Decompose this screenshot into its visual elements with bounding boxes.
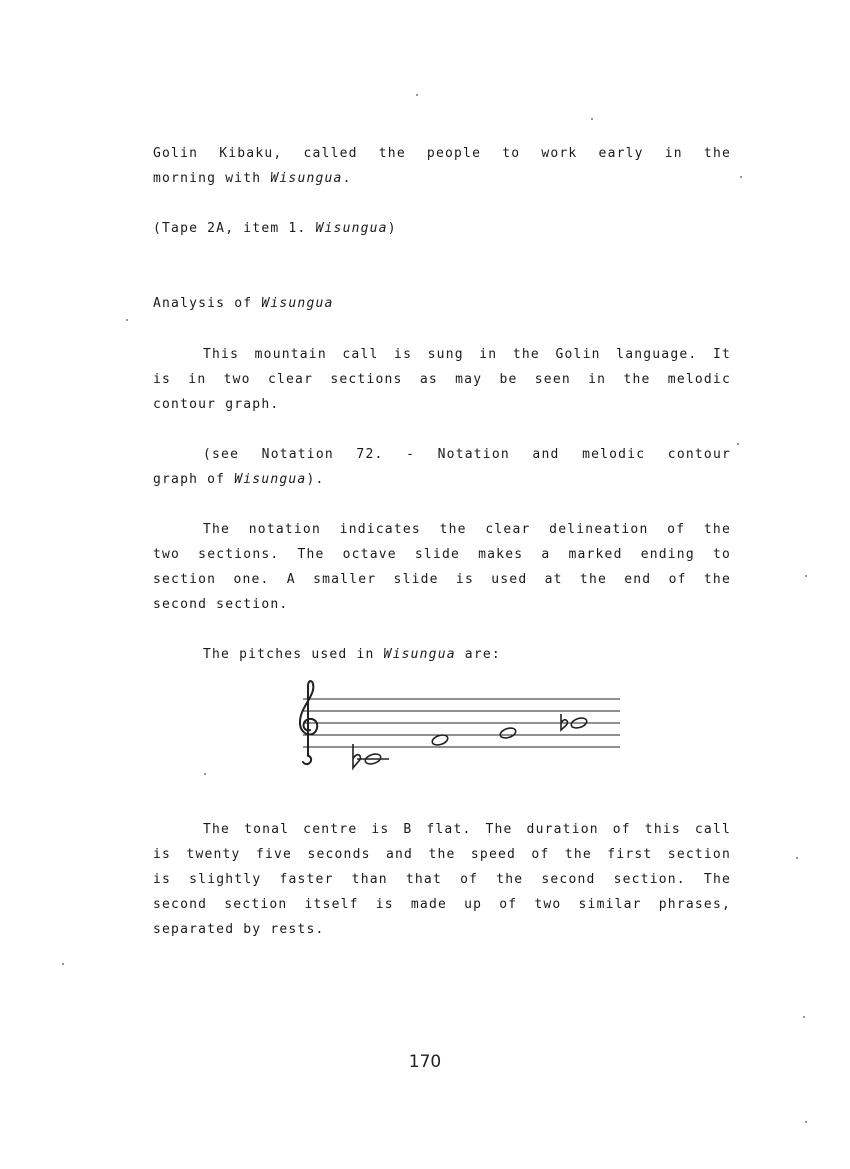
- scan-speck: [737, 443, 739, 445]
- paragraph-6-line-2: is twenty five seconds and the speed of the first section: [153, 847, 731, 862]
- scan-speck: [805, 575, 807, 577]
- text-span: graph of: [153, 472, 235, 487]
- text-span: The pitches used in: [203, 647, 384, 662]
- paragraph-2-line-2: is in two clear sections as may be seen in the melodic: [153, 372, 731, 387]
- scan-speck: [805, 1121, 807, 1123]
- scan-speck: [591, 118, 593, 120]
- text-span: Analysis of: [153, 296, 262, 311]
- scan-speck: [62, 963, 64, 965]
- text-span: morning with: [153, 171, 271, 186]
- tape-reference: [153, 221, 731, 236]
- text-span: .: [342, 171, 352, 186]
- whole-note: [357, 752, 389, 766]
- paragraph-2-line-3: contour graph.: [153, 397, 280, 412]
- scan-speck: [796, 857, 798, 859]
- scan-speck: [803, 1016, 805, 1018]
- scan-speck: [204, 773, 206, 775]
- paragraph-5-line-1: [203, 647, 731, 662]
- paragraph-6-line-3: is slightly faster than that of the second section. The: [153, 872, 731, 887]
- text-span: ).: [306, 472, 325, 487]
- song-title: Wisungua: [383, 647, 456, 662]
- paragraph-4-line-4: second section.: [153, 597, 289, 612]
- paragraph-4-line-1: The notation indicates the clear delineation of the: [203, 522, 731, 537]
- paragraph-6-line-1: The tonal centre is B flat. The duration of this call: [203, 822, 731, 837]
- flat-sign-icon: [353, 744, 360, 768]
- paragraph-1-line-2: [153, 171, 731, 186]
- page-number: 170: [408, 1052, 442, 1072]
- section-heading: [153, 296, 731, 311]
- paragraph-4-line-3: section one. A smaller slide is used at the end of the: [153, 572, 731, 587]
- paragraph-4-line-2: two sections. The octave slide makes a marked ending to: [153, 547, 731, 562]
- flat-sign-icon: [561, 714, 568, 730]
- scan-speck: [740, 176, 742, 178]
- paragraph-2-line-1: This mountain call is sung in the Golin language. It: [203, 347, 731, 362]
- song-title: Wisungua: [234, 472, 307, 487]
- scan-speck: [416, 94, 418, 96]
- paragraph-3-line-2: [153, 472, 731, 487]
- paragraph-1-line-1: Golin Kibaku, called the people to work early in the: [153, 146, 731, 161]
- music-staff-notation: [295, 676, 625, 776]
- text-span: are:: [455, 647, 501, 662]
- paragraph-6-line-4: second section itself is made up of two similar phrases,: [153, 897, 731, 912]
- paragraph-3-line-1: (see Notation 72. - Notation and melodic contour: [203, 447, 731, 462]
- song-title: Wisungua: [261, 296, 334, 311]
- whole-note: [499, 726, 517, 740]
- song-title: Wisungua: [315, 221, 388, 236]
- text-span: (Tape 2A, item 1.: [153, 221, 316, 236]
- paragraph-6-line-5: separated by rests.: [153, 922, 325, 937]
- scan-speck: [126, 319, 128, 321]
- song-title: Wisungua: [270, 171, 343, 186]
- text-span: ): [387, 221, 397, 236]
